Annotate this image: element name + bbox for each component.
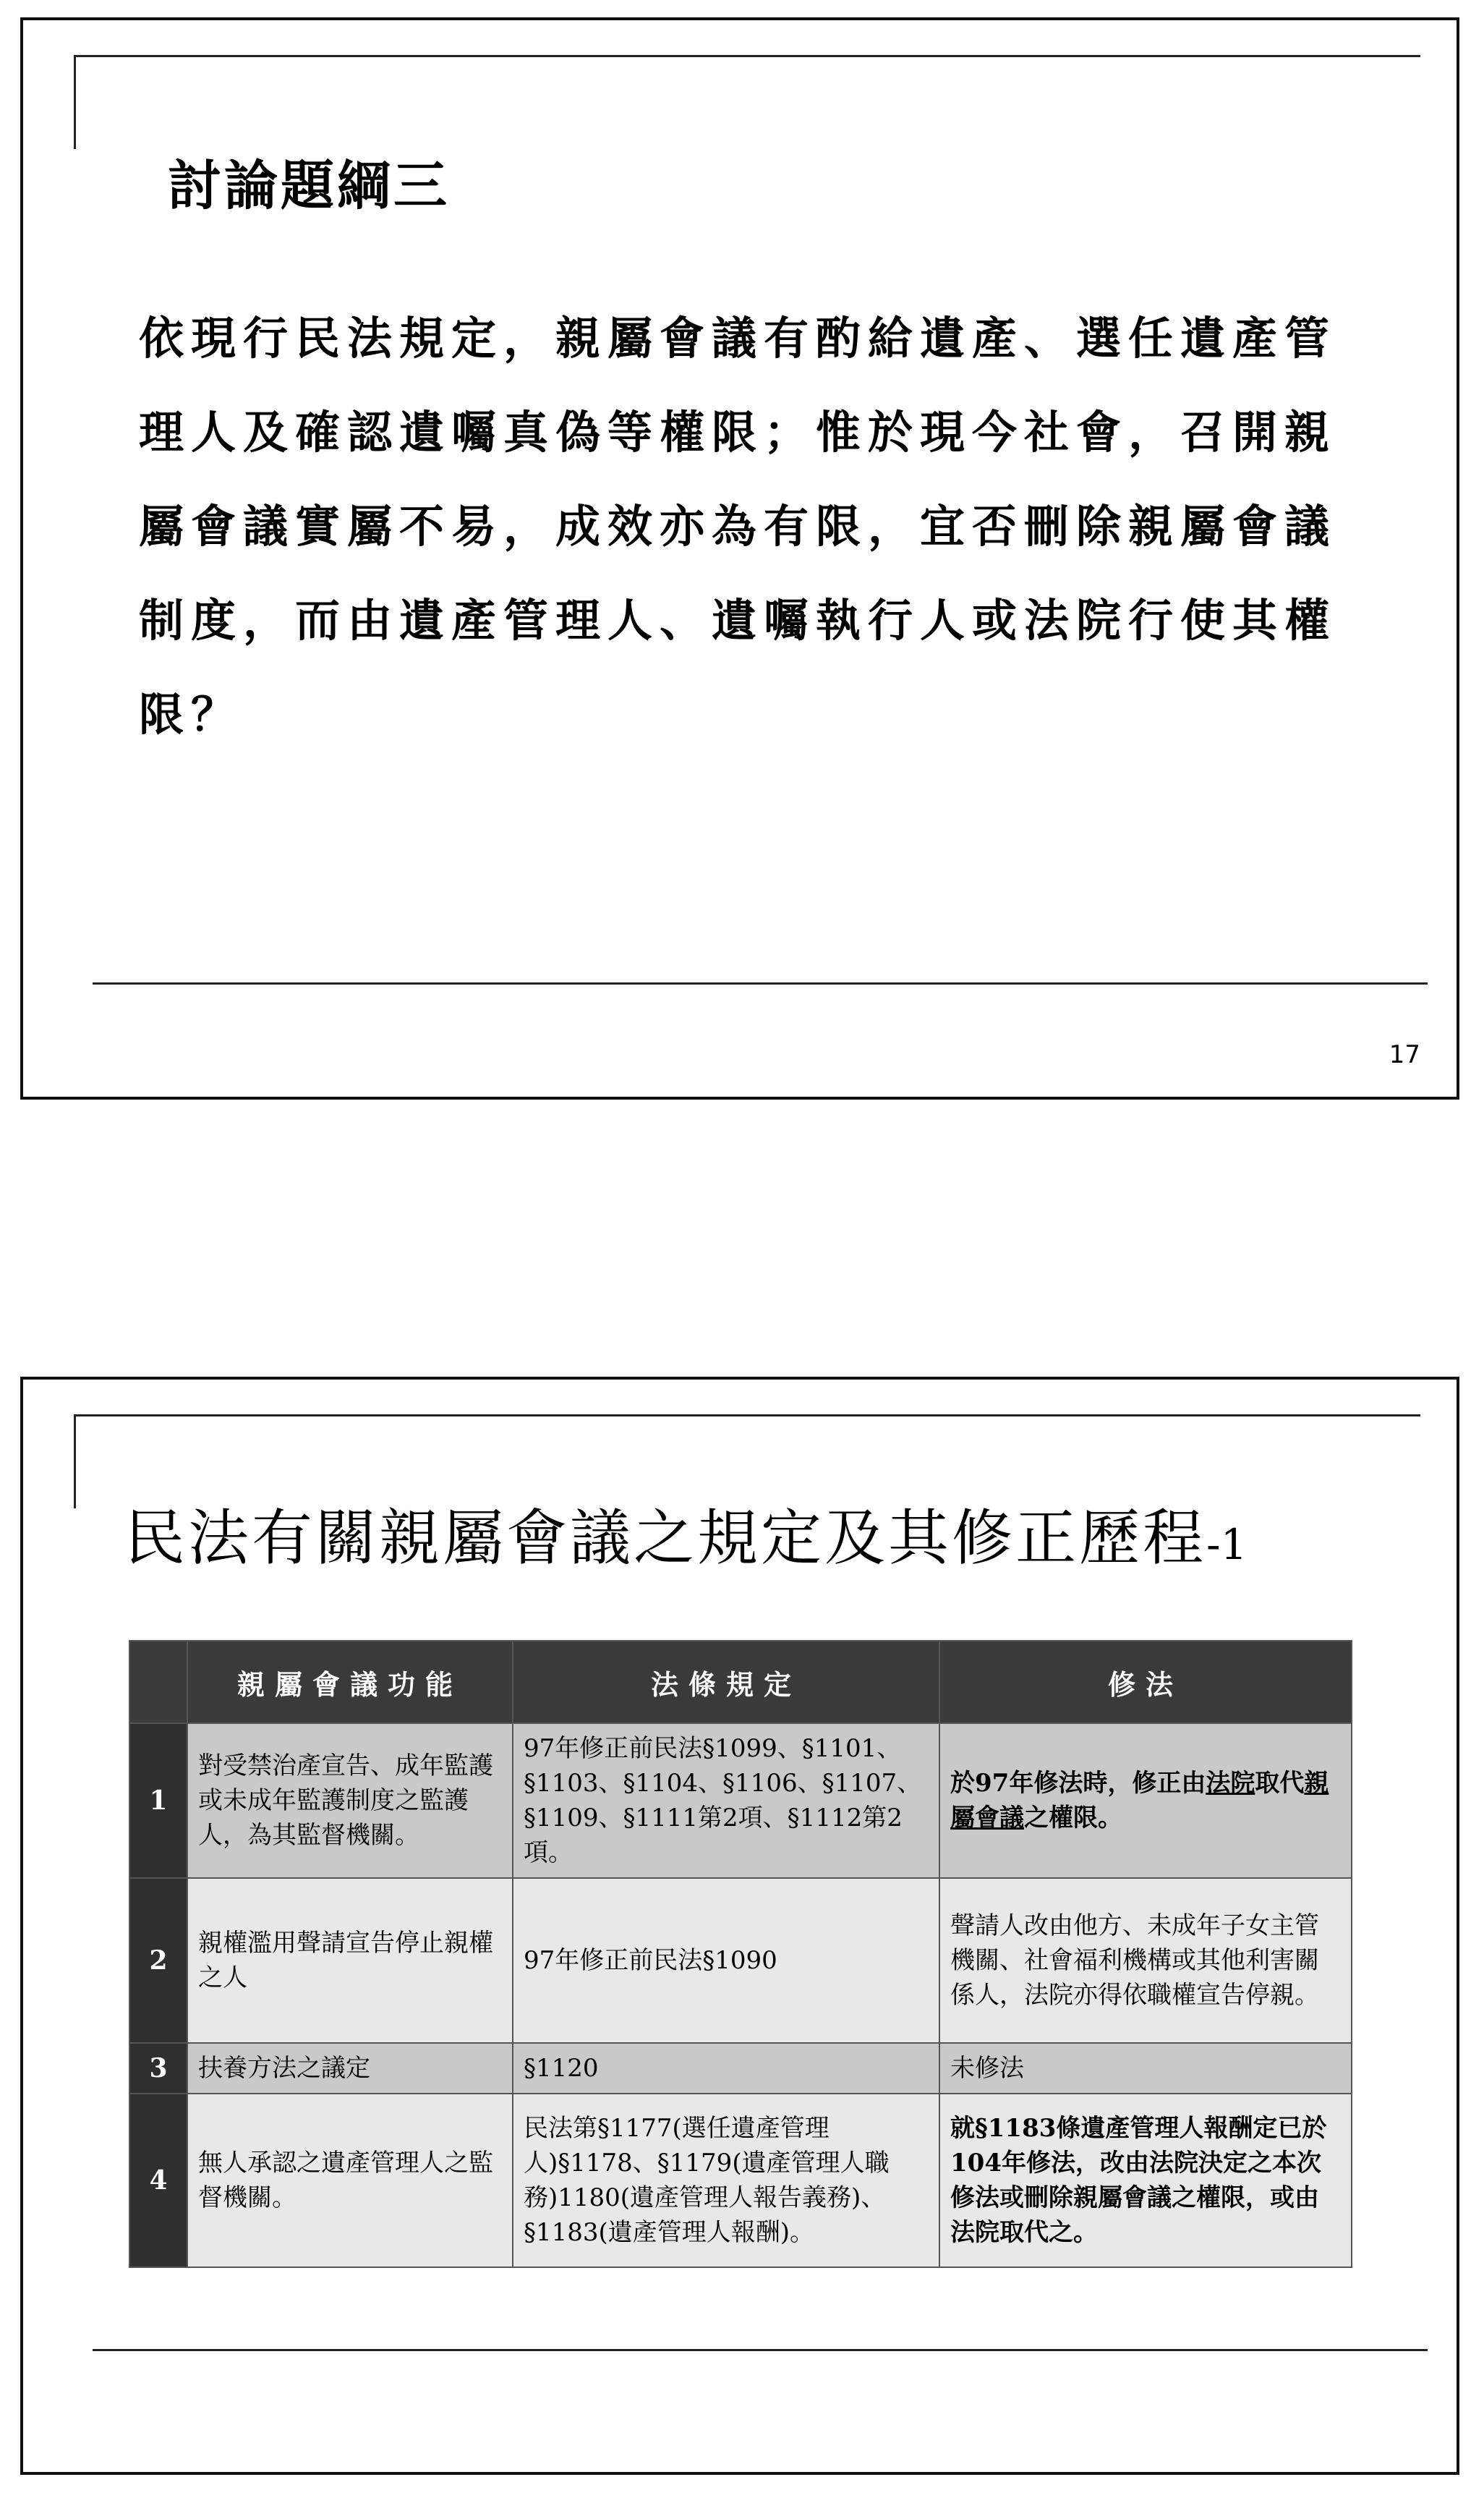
row-number: 4 (129, 2094, 187, 2267)
amend-cell: 就§1183條遺產管理人報酬定已於104年修法，改由法院決定之本次修法或刪除親屬會議之權限，或由法院取代之。 (939, 2094, 1352, 2267)
header-num (129, 1641, 187, 1723)
amend-court: 法院 (1206, 1769, 1255, 1798)
function-cell: 親權濫用聲請宣告停止親權之人 (187, 1878, 513, 2043)
amend-prefix: 於97年修法時，修正由 (950, 1769, 1206, 1798)
row-number: 3 (129, 2043, 187, 2094)
header-function: 親屬會議功能 (187, 1641, 513, 1723)
amend-suffix: 之權限。 (1024, 1804, 1122, 1832)
bottom-rule (93, 2349, 1428, 2351)
page-number: 17 (1389, 1040, 1420, 1069)
bottom-rule (93, 982, 1428, 985)
law-cell: 97年修正前民法§1099、§1101、§1103、§1104、§1106、§1107、§1109、§1111第2項、§1112第2項。 (513, 1723, 939, 1878)
function-cell: 無人承認之遺產管理人之監督機關。 (187, 2094, 513, 2267)
row-number: 1 (129, 1723, 187, 1878)
discussion-question: 依現行民法規定，親屬會議有酌給遺產、選任遺產管理人及確認遺囑真偽等權限；惟於現今社會，召開親屬會議實屬不易，成效亦為有限，宜否刪除親屬會議制度，而由遺產管理人、遺囑執行人或法院行使其權限？ (139, 312, 1337, 741)
left-rule (74, 55, 76, 149)
row-number: 2 (129, 1878, 187, 2043)
amend-cell: 未修法 (939, 2043, 1352, 2094)
table-row (129, 1723, 1352, 1878)
slide-title-text: 民法有關親屬會議之規定及其修正歷程 (124, 1503, 1207, 1573)
slide-title-suffix: -1 (1206, 1520, 1248, 1569)
law-table (129, 1640, 1352, 2268)
amend-cell: 聲請人改由他方、未成年子女主管機關、社會福利機構或其他利害關係人，法院亦得依職權宣告停親。 (939, 1878, 1352, 2043)
function-cell: 扶養方法之議定 (187, 2043, 513, 2094)
table-row (129, 2043, 1352, 2094)
top-rule (74, 1414, 1420, 1416)
top-rule (74, 55, 1420, 57)
slide-18 (20, 1377, 1459, 2475)
law-cell: 民法第§1177(選任遺產管理人)§1178、§1179(遺產管理人職務)1180(遺產管理人報告義務)、§1183(遺產管理人報酬)。 (513, 2094, 939, 2267)
law-cell: 97年修正前民法§1090 (513, 1878, 939, 2043)
table-header-row (129, 1641, 1352, 1723)
slide-title (124, 1490, 1248, 1577)
amend-council: 親屬會議 (950, 1769, 1329, 1832)
amend-cell (939, 1723, 1352, 1878)
slide-17 (20, 17, 1459, 1100)
law-cell: §1120 (513, 2043, 939, 2094)
function-cell: 對受禁治產宣告、成年監護或未成年監護制度之監護人，為其監督機關。 (187, 1723, 513, 1878)
header-amend: 修法 (939, 1641, 1352, 1723)
header-law: 法條規定 (513, 1641, 939, 1723)
left-rule (74, 1414, 76, 1508)
table-row (129, 1878, 1352, 2043)
slide-title: 討論題綱三 (168, 155, 450, 217)
table-row (129, 2094, 1352, 2267)
amend-mid: 取代 (1255, 1769, 1305, 1798)
